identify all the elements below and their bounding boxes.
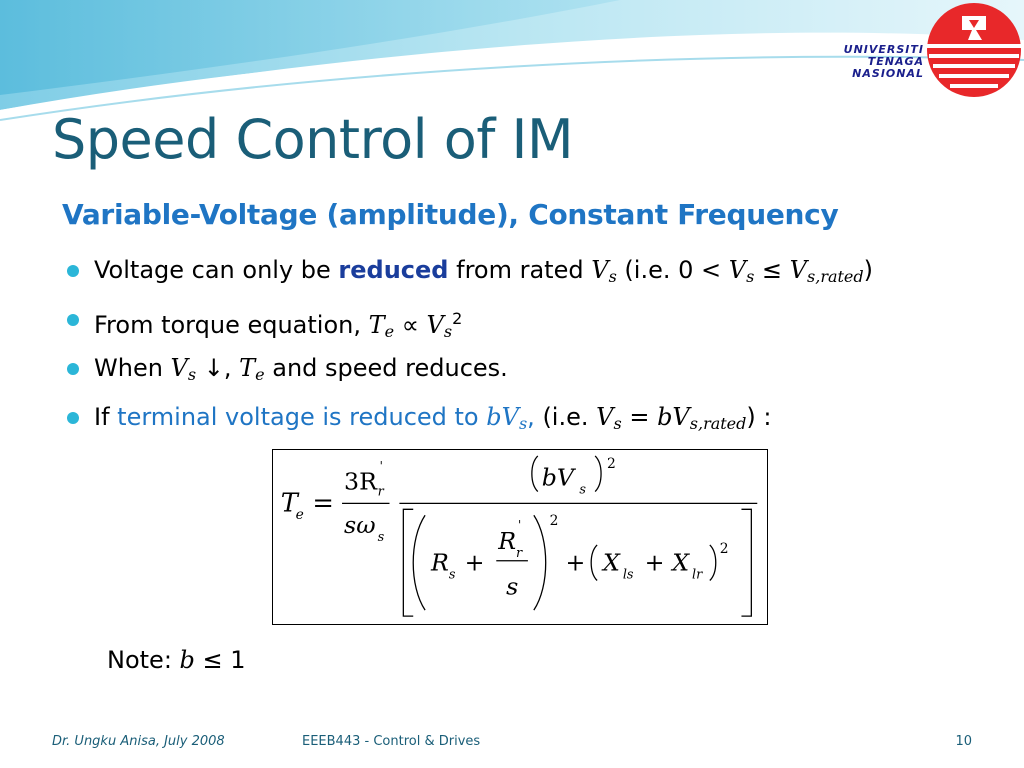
- formula-symbol: T: [280, 488, 298, 519]
- text: ) :: [746, 403, 772, 431]
- text: ,: [527, 403, 535, 431]
- symbol: T: [368, 311, 385, 339]
- formula-subscript: s: [377, 529, 385, 545]
- symbol: V: [596, 403, 614, 431]
- symbol: V: [170, 354, 188, 382]
- symbol: T: [239, 354, 256, 382]
- text: (i.e.: [534, 403, 597, 431]
- subscript: s: [443, 322, 453, 341]
- text: =: [621, 403, 658, 431]
- formula-subscript: s: [579, 482, 586, 498]
- subscript: s: [746, 267, 755, 286]
- highlighted-text: terminal voltage is reduced to: [117, 403, 487, 431]
- subscript: s,rated: [807, 267, 864, 286]
- formula-numerator: 3R: [344, 467, 377, 496]
- formula-subscript: ls: [622, 567, 634, 583]
- bullet-item: [64, 252, 1004, 301]
- symbol: V: [591, 256, 609, 284]
- bullet-item: [64, 399, 1004, 448]
- subscript: s: [613, 414, 622, 433]
- formula-superscript: 2: [719, 540, 729, 557]
- logo-line-2: TENAGA: [867, 55, 924, 68]
- text: When: [94, 354, 171, 382]
- symbol: bV: [486, 403, 519, 431]
- text: and speed reduces.: [264, 354, 508, 382]
- formula-superscript: 2: [607, 455, 616, 472]
- formula-plus: +: [464, 548, 485, 577]
- slide-title: Speed Control of IM: [52, 108, 574, 171]
- subscript: s,rated: [689, 414, 747, 433]
- text: Voltage can only be: [94, 256, 339, 284]
- note-symbol: b: [179, 646, 195, 674]
- text: ,: [223, 354, 240, 382]
- formula-symbol: R: [498, 526, 517, 555]
- note: [107, 646, 246, 674]
- slide-number: 10: [955, 734, 972, 749]
- logo-line-3: NASIONAL: [852, 67, 924, 80]
- subscript: s: [187, 365, 197, 384]
- formula-symbol: s: [506, 572, 519, 601]
- text: (i.e. 0 <: [616, 256, 729, 284]
- formula-prime: ': [379, 458, 383, 473]
- emphasis: reduced: [338, 256, 449, 284]
- bullet-list: [64, 252, 1004, 448]
- formula-plus: +: [644, 548, 665, 577]
- text: from rated: [448, 256, 592, 284]
- formula-symbol: X: [603, 548, 620, 577]
- formula-symbol: X: [672, 548, 690, 577]
- text: ≤: [754, 256, 790, 284]
- formula-subscript: lr: [692, 567, 703, 583]
- formula-plus: +: [565, 548, 586, 577]
- symbol: V: [789, 256, 808, 284]
- torque-formula-box: [272, 449, 768, 625]
- symbol: V: [728, 256, 747, 284]
- note-label: Note:: [107, 646, 180, 674]
- symbol: bV: [657, 403, 690, 431]
- formula-prime: ': [518, 518, 522, 533]
- formula-numerator: bV: [541, 463, 575, 492]
- logo-text: [844, 44, 924, 80]
- bullet-item: [64, 350, 1004, 399]
- formula-subscript: s: [448, 567, 456, 583]
- text: If: [94, 403, 118, 431]
- slide-subtitle: Variable-Voltage (amplitude), Constant Frequency: [62, 198, 839, 231]
- superscript: 2: [452, 309, 463, 328]
- formula-denominator: sω: [344, 511, 376, 540]
- formula-equals: =: [312, 488, 334, 519]
- proportional-symbol: ∝: [394, 311, 427, 339]
- formula-subscript: r: [516, 545, 523, 561]
- subscript: s: [608, 267, 617, 286]
- subscript: e: [384, 322, 395, 341]
- logo-line-1: UNIVERSITI: [843, 43, 924, 56]
- subscript: e: [255, 365, 265, 384]
- down-arrow-icon: ↓: [196, 354, 224, 382]
- note-condition: ≤ 1: [194, 646, 246, 674]
- formula-subscript: e: [295, 507, 304, 524]
- text: From torque equation,: [94, 311, 369, 339]
- formula-symbol: R: [431, 548, 449, 577]
- bullet-item: [64, 301, 1004, 350]
- text: ): [863, 256, 874, 284]
- university-logo: [806, 0, 1024, 100]
- lightning-bolt-icon: [924, 0, 1024, 100]
- formula-superscript: 2: [549, 513, 559, 530]
- subscript: s: [518, 414, 528, 433]
- torque-formula: [273, 450, 767, 624]
- symbol: V: [426, 311, 444, 339]
- footer-author: Dr. Ungku Anisa, July 2008: [52, 734, 225, 749]
- footer-course: EEEB443 - Control & Drives: [302, 734, 481, 749]
- formula-subscript: r: [377, 484, 384, 500]
